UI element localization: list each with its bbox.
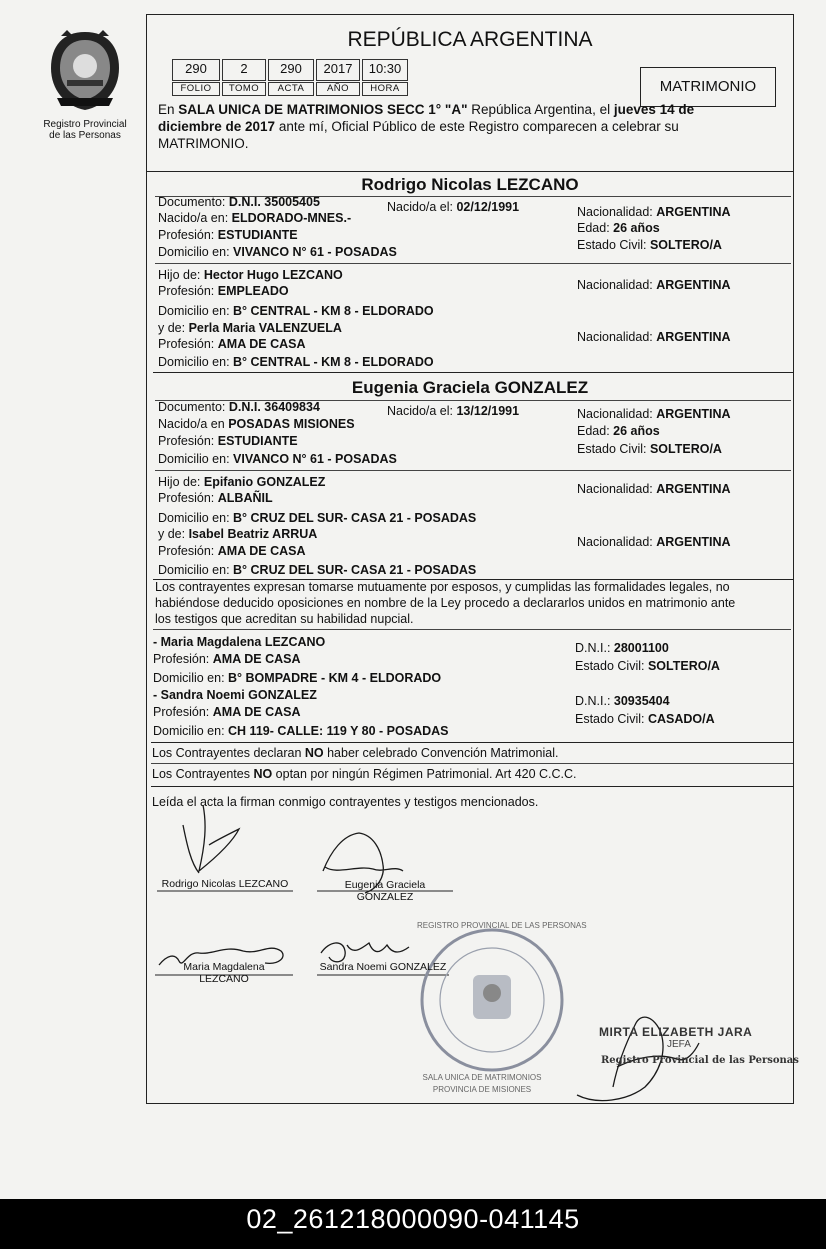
intro-text-2: República Argentina, el xyxy=(467,102,614,117)
groom-mother-nationality: Nacionalidad: ARGENTINA xyxy=(577,330,731,344)
registry-name: Registro Provincial de las Personas xyxy=(43,119,127,141)
divider xyxy=(151,763,793,764)
groom-profession: Profesión: ESTUDIANTE xyxy=(158,228,298,242)
tomo-label: TOMO xyxy=(222,82,266,96)
bride-address: Domicilio en: VIVANCO N° 61 - POSADAS xyxy=(158,452,397,466)
groom-father-name: Hijo de: Hector Hugo LEZCANO xyxy=(158,268,343,282)
seal-outer-text: REGISTRO PROVINCIAL DE LAS PERSONAS xyxy=(417,921,587,930)
groom-birth-place: Nacido/a en: ELDORADO-MNES.- xyxy=(158,211,352,225)
witness2-dni: D.N.I.: 30935404 xyxy=(575,694,670,708)
groom-father-profession: Profesión: EMPLEADO xyxy=(158,284,289,298)
groom-mother-profession: Profesión: AMA DE CASA xyxy=(158,337,306,351)
bride-birth-place: Nacido/a en POSADAS MISIONES xyxy=(158,417,355,431)
bride-mother-nationality: Nacionalidad: ARGENTINA xyxy=(577,535,731,549)
bride-birth-date: Nacido/a el: 13/12/1991 xyxy=(387,404,520,418)
folio-value: 290 xyxy=(172,59,220,81)
bride-document: Documento: D.N.I. 36409834 xyxy=(158,400,320,414)
groom-signature-label: Rodrigo Nicolas LEZCANO xyxy=(161,878,289,890)
intro-paragraph xyxy=(158,101,790,152)
bride-father-address: Domicilio en: B° CRUZ DEL SUR- CASA 21 - POSADAS xyxy=(158,511,477,525)
official-seal-icon xyxy=(422,930,562,1070)
divider xyxy=(153,372,793,373)
bride-father-profession: Profesión: ALBAÑIL xyxy=(158,491,273,505)
bride-signature-label-1: Eugenia Graciela xyxy=(344,879,426,891)
witness1-signature-label-1: Maria Magdalena xyxy=(183,961,265,973)
hour-value: 10:30 xyxy=(362,59,408,81)
intro-date-1: jueves 14 de xyxy=(613,102,695,117)
bride-mother-name: y de: Isabel Beatriz ARRUA xyxy=(158,527,318,541)
bride-mother-address: Domicilio en: B° CRUZ DEL SUR- CASA 21 - POSADAS xyxy=(158,563,477,577)
groom-mother-name: y de: Perla Maria VALENZUELA xyxy=(158,321,342,335)
groom-father-address: Domicilio en: B° CENTRAL - KM 8 - ELDORADO xyxy=(158,304,434,318)
act-type-box: MATRIMONIO xyxy=(640,67,776,107)
divider xyxy=(155,470,791,471)
bride-father-nationality: Nacionalidad: ARGENTINA xyxy=(577,482,731,496)
groom-father-nationality: Nacionalidad: ARGENTINA xyxy=(577,278,731,292)
witness1-civil-status: Estado Civil: SOLTERO/A xyxy=(575,659,720,673)
groom-civil-status: Estado Civil: SOLTERO/A xyxy=(577,238,722,252)
official-title: JEFA xyxy=(667,1039,691,1050)
divider xyxy=(151,786,793,787)
hour-label: HORA xyxy=(362,82,408,96)
registry-logo xyxy=(40,28,130,146)
country-title: REPÚBLICA ARGENTINA xyxy=(347,28,593,51)
groom-birth-date: Nacido/a el: 02/12/1991 xyxy=(387,200,520,214)
bride-nationality: Nacionalidad: ARGENTINA xyxy=(577,407,731,421)
witness2-signature-label: Sandra Noemi GONZALEZ xyxy=(319,961,447,973)
official-office: Registro Provincial de las Personas xyxy=(601,1055,799,1066)
declaration-line-2: habiéndose deducido oposiciones en nombre de la Ley procedo a declararlos unidos en matrimonio ante xyxy=(155,596,736,610)
misiones-coat-of-arms-icon xyxy=(47,28,123,112)
bride-profession: Profesión: ESTUDIANTE xyxy=(158,434,298,448)
bride-name: Eugenia Graciela GONZALEZ xyxy=(351,378,589,397)
witness2-profession: Profesión: AMA DE CASA xyxy=(153,705,301,719)
witness1-address: Domicilio en: B° BOMPADRE - KM 4 - ELDORADO xyxy=(153,671,442,685)
groom-document: Documento: D.N.I. 35005405 xyxy=(158,195,320,209)
bride-civil-status: Estado Civil: SOLTERO/A xyxy=(577,442,722,456)
witness2-civil-status: Estado Civil: CASADO/A xyxy=(575,712,715,726)
witness2-address: Domicilio en: CH 119- CALLE: 119 Y 80 - POSADAS xyxy=(153,724,449,738)
bride-signature-label-2: GONZALEZ xyxy=(356,891,414,903)
divider xyxy=(151,742,793,743)
groom-mother-address: Domicilio en: B° CENTRAL - KM 8 - ELDORADO xyxy=(158,355,434,369)
regime-statement: Los Contrayentes NO optan por ningún Régimen Patrimonial. Art 420 C.C.C. xyxy=(152,767,577,781)
witness1-signature-label-2: LEZCANO xyxy=(199,973,249,985)
document-code-bar: 02_261218000090-041145 xyxy=(0,1199,826,1249)
convention-statement: Los Contrayentes declaran NO haber celebrado Convención Matrimonial. xyxy=(152,746,559,760)
folio-label: FOLIO xyxy=(172,82,220,96)
bride-age: Edad: 26 años xyxy=(577,424,660,438)
intro-text-1: En xyxy=(158,102,179,117)
seal-bottom-text: PROVINCIA DE MISIONES xyxy=(432,1085,532,1094)
official-name: MIRTA ELIZABETH JARA xyxy=(599,1025,753,1039)
bride-father-name: Hijo de: Epifanio GONZALEZ xyxy=(158,475,326,489)
divider xyxy=(153,629,791,630)
declaration-line-3: los testigos que acreditan su habilidad nupcial. xyxy=(155,612,414,626)
groom-nationality: Nacionalidad: ARGENTINA xyxy=(577,205,731,219)
seal-text: SALA UNICA DE MATRIMONIOS xyxy=(422,1073,542,1082)
declaration-paragraph xyxy=(155,579,791,627)
intro-office: SALA UNICA DE MATRIMONIOS SECC 1° "A" xyxy=(178,102,468,117)
acta-value: 290 xyxy=(268,59,314,81)
divider xyxy=(155,263,791,264)
declaration-line-1: Los contrayentes expresan tomarse mutuamente por esposos, y cumplidas las formalidades legales, no xyxy=(155,580,730,594)
tomo-value: 2 xyxy=(222,59,266,81)
groom-name: Rodrigo Nicolas LEZCANO xyxy=(361,175,579,194)
year-value: 2017 xyxy=(316,59,360,81)
marriage-certificate-form xyxy=(146,14,799,1104)
witness2-name: - Sandra Noemi GONZALEZ xyxy=(153,688,317,702)
witness1-dni: D.N.I.: 28001100 xyxy=(575,641,669,655)
acta-label: ACTA xyxy=(268,82,314,96)
witness1-profession: Profesión: AMA DE CASA xyxy=(153,652,301,666)
divider xyxy=(147,171,793,172)
groom-address: Domicilio en: VIVANCO N° 61 - POSADAS xyxy=(158,245,397,259)
intro-date-2: diciembre de 2017 xyxy=(158,119,276,134)
groom-age: Edad: 26 años xyxy=(577,221,660,235)
closing-statement: Leída el acta la firman conmigo contrayentes y testigos mencionados. xyxy=(152,795,539,809)
witness1-name: - Maria Magdalena LEZCANO xyxy=(153,635,326,649)
bride-mother-profession: Profesión: AMA DE CASA xyxy=(158,544,306,558)
intro-text-4: MATRIMONIO. xyxy=(158,136,249,151)
intro-text-3: ante mí, Oficial Público de este Registro comparecen a celebrar su xyxy=(275,119,679,134)
year-label: AÑO xyxy=(316,82,360,96)
